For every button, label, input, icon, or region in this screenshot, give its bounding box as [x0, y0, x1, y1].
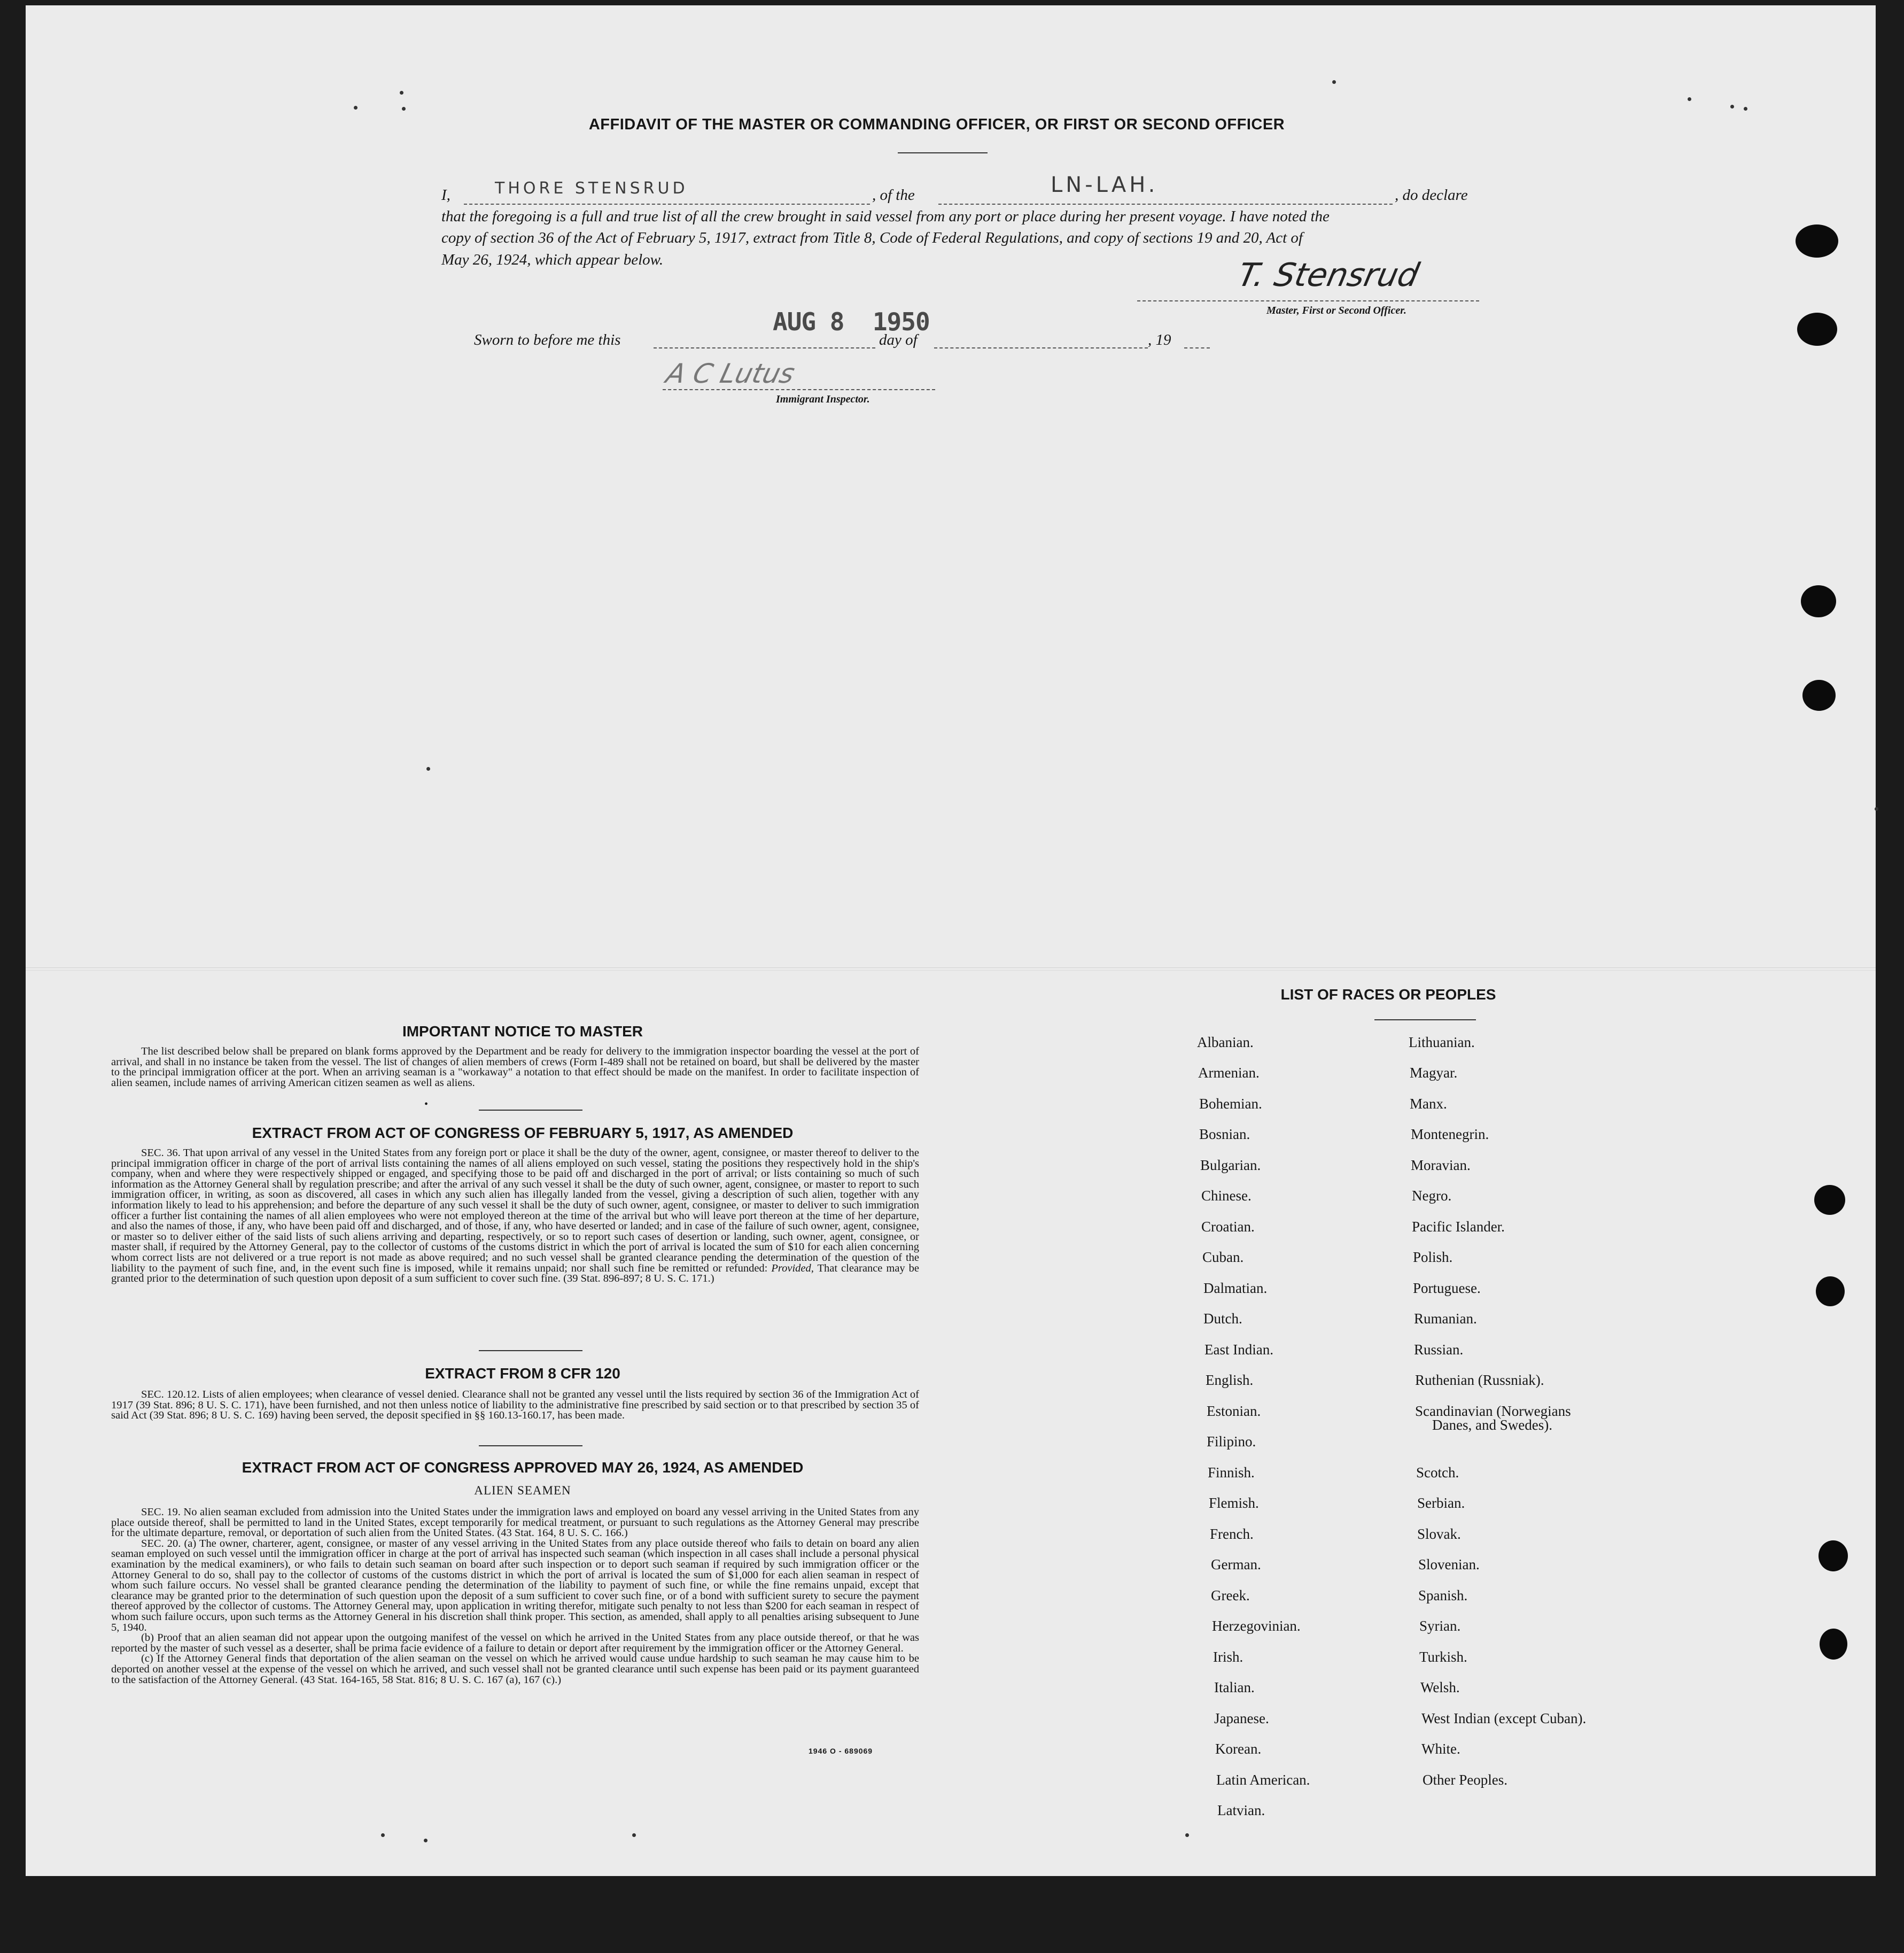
affidavit-line2: that the foregoing is a full and true list of all the crew brought in said vessel from any port or place during her present voyage. I have noted the — [441, 208, 1330, 225]
fold-line — [26, 970, 1876, 971]
race-entry: Dalmatian. — [1203, 1280, 1268, 1296]
race-entry: Slovenian. — [1418, 1556, 1480, 1572]
section-20c: (c) If the Attorney General finds that deportation of the alien seaman on the vessel on which he arrived would cause undue hardship to such seaman he may cause him to be deported on another vessel at the expense of the vessel on which he arrived, and such vessel shall not be granted clearance until such expense has been paid or its payment guaranteed to the satisfaction of the Attorney General. (43 Stat. 164-165, 58 Stat. 816; 8 U. S. C. 167 (a), 167 (c).) — [111, 1653, 919, 1686]
section-20b: (b) Proof that an alien seaman did not appear upon the outgoing manifest of the vessel on which he arrived in the United States from any place outside thereof, or that he was reported by the master of such vessel as a deserter, shall be prima facie evidence of a failure to detain or deport after requirement by the immigration officer or the Attorney General. — [111, 1632, 919, 1654]
race-entry: Latvian. — [1217, 1802, 1265, 1818]
race-entry: Herzegovinian. — [1212, 1618, 1301, 1634]
punch-hole — [1814, 1185, 1845, 1215]
master-signature: T. Stensrud — [1234, 257, 1423, 294]
extract-1917-title: EXTRACT FROM ACT OF CONGRESS OF FEBRUARY 5, 1917, AS AMENDED — [252, 1125, 794, 1141]
alien-seamen-subtitle: ALIEN SEAMEN — [474, 1484, 571, 1497]
race-entry: Filipino. — [1207, 1433, 1256, 1450]
print-code: 1946 O - 689069 — [809, 1747, 873, 1755]
race-entry: Serbian. — [1417, 1495, 1465, 1511]
provided-word: Provided, — [771, 1262, 814, 1274]
race-entry: Scotch. — [1416, 1464, 1459, 1481]
race-entry: Ruthenian (Russniak). — [1415, 1372, 1544, 1388]
day-of: day of — [879, 331, 918, 348]
race-entry: Finnish. — [1208, 1464, 1255, 1481]
extract-1924-title: EXTRACT FROM ACT OF CONGRESS APPROVED MAY 26, 1924, AS AMENDED — [242, 1459, 804, 1476]
race-entry: Rumanian. — [1414, 1311, 1477, 1327]
race-entry: Moravian. — [1411, 1157, 1471, 1173]
race-entry: Slovak. — [1417, 1526, 1461, 1542]
affidavit-line4: May 26, 1924, which appear below. — [441, 251, 664, 268]
race-entry: Scandinavian (Norwegians — [1415, 1403, 1571, 1419]
race-entry: Manx. — [1410, 1096, 1447, 1112]
race-entry: Pacific Islander. — [1412, 1219, 1505, 1235]
notice-title: IMPORTANT NOTICE TO MASTER — [402, 1023, 643, 1040]
race-entry: Chinese. — [1201, 1188, 1252, 1204]
race-entry: Korean. — [1215, 1741, 1262, 1757]
affidavit-i: I, — [441, 187, 450, 204]
race-entry: Dutch. — [1203, 1311, 1242, 1327]
race-entry: Montenegrin. — [1411, 1126, 1489, 1142]
race-entry: Turkish. — [1419, 1649, 1467, 1665]
race-entry: Bohemian. — [1199, 1096, 1262, 1112]
race-entry: Bosnian. — [1199, 1126, 1250, 1142]
race-entry: Spanish. — [1418, 1587, 1468, 1603]
race-entry: Danes, and Swedes). — [1432, 1417, 1552, 1433]
race-entry: Other Peoples. — [1423, 1772, 1507, 1788]
extract-cfr-text: SEC. 120.12. Lists of alien employees; when clearance of vessel denied. Clearance shall not be granted any vessel until the lists required by section 36 of the Immigration Act of 1917 (39 Stat. 896; 8 U. S. C. 171), have been furnished, and not then unless notice of liability to the administrative fine prescribed by said section or to that prescribed by section 35 of said Act (39 Stat. 896; 8 U. S. C. 169) having been served, the deposit specified in §§ 160.13-160.17, has been made. — [111, 1389, 919, 1422]
fold-line — [26, 967, 1876, 968]
affidavit-of-the: , of the — [872, 187, 915, 204]
punch-hole — [1802, 680, 1836, 711]
year-prefix: , 19 — [1148, 331, 1171, 348]
race-entry: Russian. — [1414, 1342, 1464, 1358]
date-stamp: AUG 8 1950 — [773, 307, 930, 336]
race-entry: Irish. — [1213, 1649, 1244, 1665]
section-19: SEC. 19. No alien seaman excluded from admission into the United States under the immigration laws and employed on board any vessel arriving in the United States from any place outside thereof, shall be permitted to land in the United States, except temporarily for medical treatment, or pursuant to such regulations as the Attorney General may prescribe for the ultimate departure, removal, or deportation of such alien from the United States. (43 Stat. 164, 8 U. S. C. 166.) — [111, 1506, 919, 1539]
race-entry: Armenian. — [1198, 1065, 1260, 1081]
race-entry: Latin American. — [1216, 1772, 1310, 1788]
extract-cfr-title: EXTRACT FROM 8 CFR 120 — [425, 1365, 620, 1382]
section-36-text: SEC. 36. That upon arrival of any vessel in the United States from any foreign port or place it shall be the duty of the owner, agent, consignee, or master thereof to deliver to the principal immigration officer in charge of the port of arrival lists containing the names of all aliens employed on such vessel, stating the positions they respectively hold in the ship's company, when and where they were respectively shipped or engaged, and specifying those to be paid off and discharged in the port of arrival; or lists containing so much of such information as the Attorney General shall by regulation prescribe; and after the arrival of any such vessel it shall be the duty of such owner, agent, consignee, or master to report to such immigration officer, in writing, as soon as discovered, all cases in which any such alien has illegally landed from the vessel, giving a description of such alien, together with any information likely to lead to his apprehension; and before the departure of any such vessel it shall be the duty of such owner, agent, consignee, or master to deliver to such immigration officer a further list containing the names of all alien employees who were not employed thereon at the time of the arrival but who will leave port thereon at the time of her departure, and also the names of those, if any, who have been paid off and discharged, and of those, if any, who have deserted or landed; and in case of the failure of such owner, agent, consignee, or master so to deliver either of the said lists of such aliens arriving and departing, respectively, or so to report such cases of desertion or landing, such owner, agent, consignee, or master shall, if required by the Attorney General, pay to the collector of customs of the customs district in which the port of arrival is located the sum of $10 for each alien concerning whom correct lists are not delivered or a true report is not made as above required; and no such vessel shall be granted clearance pending the determination of the question of the liability to the payment of such fine, and, in the event such fine is imposed, while it remains unpaid; nor shall such fine be remitted or refunded: — [111, 1147, 919, 1274]
race-entry: Cuban. — [1202, 1249, 1244, 1265]
race-entry: Welsh. — [1420, 1679, 1460, 1695]
race-entry: French. — [1210, 1526, 1254, 1542]
officer-name: THORE STENSRUD — [495, 179, 688, 198]
inspector-caption: Immigrant Inspector. — [776, 393, 870, 405]
races-title: LIST OF RACES OR PEOPLES — [1280, 986, 1496, 1003]
race-entry: Syrian. — [1419, 1618, 1461, 1634]
section-20a: SEC. 20. (a) The owner, charterer, agent, consignee, or master of any vessel arriving in the United States from any place outside thereof who fails to detain on board any alien seaman employed on such vessel until the immigration officer in charge at the port of arrival has inspected such seaman (which inspection in all cases shall include a personal physical examination by the medical examiners), or who fails to detain such seaman on board after such inspection or to deport such seaman if required by such immigration officer or the Attorney General to do so, shall pay to the collector of customs of the customs district in which the port of arrival is located the sum of $1,000 for each alien seaman in respect of whom such failure occurs. No vessel shall be granted clearance pending the determination of the liability to payment of such fine, or while the fine remains unpaid, except that clearance may be granted prior to the determination of such question upon the deposit of a sum sufficient to cover such fine, or of a bond with sufficient surety to secure the payment thereof approved by the collector of customs. The Attorney General may, upon application in writing therefor, mitigate such penalty to not less than $200 for each seaman in respect of whom such failure occurs, upon such terms as the Attorney General in his discretion shall think proper. This section, as amended, shall apply to all penalties arising subsequent to June 5, 1940. — [111, 1537, 919, 1633]
race-entry: East Indian. — [1204, 1342, 1273, 1358]
race-entry: Flemish. — [1209, 1495, 1259, 1511]
race-entry: Negro. — [1412, 1188, 1452, 1204]
race-entry: Portuguese. — [1413, 1280, 1481, 1296]
extract-1917-text — [111, 1148, 919, 1284]
document-page: AFFIDAVIT OF THE MASTER OR COMMANDING OFFICER, OR FIRST OR SECOND OFFICER I, THORE STENSRUD , of the LN-LAH. , do declare that the foregoing is a full and true list of all the crew brought in said vessel from any port or place during her present voyage. I have noted the copy of section 36 of the Act of February 5, 1917, extract from Title 8, Code of Federal Regulations, and copy of sections 19 and 20, Act of May 26, 1924, which appear below. T. Stensrud Master, First or Second Officer. Sworn to before me this AUG 8 1950 day of , 19 A C Lutus Immigrant Inspector. IMPORTANT NOTICE TO MASTER The list described below shall be prepared on blank forms approved by the Department and be ready for delivery to the immigration inspector boarding the vessel at the port of arrival, and shall in no instance be taken from the vessel. The list of changes of alien members of crews (Form I-489 shall not be retained on board, but shall be delivered by the master to the principal immigration officer at the port. When an arriving seaman is a "workaway" a notation to that effect should be made on the manifest. In order to facilitate inspection of alien seamen, include names of arriving American citizen seamen as well as aliens. • EXTRACT FROM ACT OF CONGRESS OF FEBRUARY 5, 1917, AS AMENDED SEC. 36. That upon arrival of any vessel in the United States from any foreign port or place it shall be the duty of the owner, agent, consignee, or master thereof to deliver to the principal immigration officer in charge of the port of arrival lists containing the names of all aliens employed on such vessel, stating the positions they respectively hold in the ship's company, when and where they were respectively shipped or engaged, and specifying those to be paid off and discharged in the port of arrival; or lists containing so much of such information as the Attorney General shall by regulation prescribe; and after the arrival of any such vessel it shall be the duty of such owner, agent, consignee, or master to report to such immigration officer, in writing, as soon as discovered, all cases in which any such alien has illegally landed from the vessel, giving a description of such alien, together with any information likely to lead to his apprehension; and before the departure of any such vessel it shall be the duty of such owner, agent, consignee, or master to deliver to such immigration officer a further list containing the names of all alien employees who were not employed thereon at the time of the arrival but who will leave port thereon at the time of her departure, and also the names of those, if any, who have been paid off and discharged, and of those, if any, who have deserted or landed; and in case of the failure of such owner, agent, consignee, or master so to deliver either of the said lists of such aliens arriving and departing, respectively, or so to report such cases of desertion or landing, such owner, agent, consignee, or master shall, if required by the Attorney General, pay to the collector of customs of the customs district in which the port of arrival is located the sum of $10 for each alien concerning whom correct lists are not delivered or a true report is not made as above required; and no such vessel shall be granted clearance pending the determination of the question of the liability to the payment of such fine, and, in the event such fine is imposed, while it remains unpaid; nor shall such fine be remitted or refunded: Provided, That clearance may be granted prior to the determination of such question upon deposit of a sum sufficient to cover such fine. (39 Stat. 896-897; 8 U. S. C. 171.) EXTRACT FROM 8 CFR 120 SEC. 120.12. Lists of alien employees; when clearance of vessel denied. Clearance shall not be granted any vessel until the lists required by section 36 of the Immigration Act of 1917 (39 Stat. 896; 8 U. S. C. 171), have been furnished, and not then unless notice of liability to the administrative fine prescribed by said section or to that prescribed by section 35 of said Act (39 Stat. 896; 8 U. S. C. 169) having been served, the deposit specified in §§ 160.13-160.17, has been made. EXTRACT FROM ACT OF CONGRESS APPROVED MAY 26, 1924, AS AMENDED ALIEN SEAMEN SEC. 19. No alien seaman excluded from admission into the United States under the immigration laws and employed on board any vessel arriving in the United States from any place outside thereof, shall be permitted to land in the United States, except temporarily for medical treatment, or pursuant to such regulations as the Attorney General may prescribe for the ultimate departure, removal, or deportation of such alien from the United States. (43 Stat. 164, 8 U. S. C. 166.) SEC. 20. (a) The owner, charterer, agent, consignee, or master of any vessel arriving in the United States from any place outside thereof who fails to detain on board any alien seaman employed on such vessel until the immigration officer in charge at the port of arrival has inspected such seaman (which inspection in all cases shall include a personal physical examination by the medical examiners), or who fails to detain such seaman on board after such inspection or to deport such seaman if required by such immigration officer or the Attorney General to do so, shall pay to the collector of customs of the customs district in which the port of arrival is located the sum of $1,000 for each alien seaman in respect of whom such failure occurs. No vessel shall be granted clearance pending the determination of the liability to payment of such fine, or while the fine remains unpaid, except that clearance may be granted prior to the determination of such question upon the deposit of a sum sufficient to cover such fine, or of a bond with sufficient surety to secure the payment thereof approved by the collector of customs. The Attorney General may, upon application in writing therefor, mitigate such penalty to not less than $200 for each seaman in respect of whom such failure occurs, upon such terms as the Attorney General in his discretion shall think proper. This section, as amended, shall apply to all penalties arising subsequent to June 5, 1940. (b) Proof that an alien seaman did not appear upon the outgoing manifest of the vessel on which he arrived in the United States from any place outside thereof, or that he was reported by the master of such vessel as a deserter, shall be prima facie evidence of a failure to detain or deport after requirement by the immigration officer or the Attorney General. (c) If the Attorney General finds that deportation of the alien seaman on the vessel on which he arrived would cause undue hardship to such seaman he may cause him to be deported on another vessel at the expense of the vessel on which he arrived, and such vessel shall not be granted clearance until such expense has been paid or its payment guaranteed to the satisfaction of the Attorney General. (43 Stat. 164-165, 58 Stat. 816; 8 U. S. C. 167 (a), 167 (c).) 1946 O - 689069 LIST OF RACES OR PEOPLES Albanian. Armenian. Bohemian. Bosnian. Bulgarian. Chinese. Croatian. Cuban. Dalmatian. Dutch. East Indian. English. Estonian. Filipino. Finnish. Flemish. French. German. Greek. Herzegovinian. Irish. Italian. Japanese. Korean. Latin American. Latvian. Lithuanian. Magyar. Manx. Montenegrin. Moravian. Negro. Pacific Islander. Polish. Portuguese. Rumanian. Russian. Ruthenian (Russniak). Scandinavian (Norwegians Danes, and Swedes). Scotch. Serbian. Slovak. Slovenian. Spanish. Syrian. Turkish. Welsh. West Indian (except Cuban). White. Other Peoples. — [26, 5, 1876, 1876]
race-entry: Greek. — [1211, 1587, 1250, 1603]
race-entry: German. — [1211, 1556, 1261, 1572]
section-rule — [479, 1445, 582, 1446]
punch-hole — [1797, 313, 1837, 346]
section-rule — [479, 1110, 582, 1111]
race-entry: Magyar. — [1410, 1065, 1458, 1081]
affidavit-line3: copy of section 36 of the Act of February 5, 1917, extract from Title 8, Code of Federal Regulations, and copy of sections 19 and 20, Act of — [441, 229, 1303, 246]
affidavit-title: AFFIDAVIT OF THE MASTER OR COMMANDING OFFICER, OR FIRST OR SECOND OFFICER — [588, 116, 1285, 133]
punch-hole — [1816, 1276, 1845, 1306]
signature-caption: Master, First or Second Officer. — [1266, 305, 1406, 316]
race-entry: Bulgarian. — [1200, 1157, 1261, 1173]
race-entry: Lithuanian. — [1409, 1034, 1475, 1050]
notice-text: The list described below shall be prepared on blank forms approved by the Department and be ready for delivery to the immigration inspector boarding the vessel at the port of arrival, and shall in no instance be taken from the vessel. The list of changes of alien members of crews (Form I-489 shall not be retained on board, but shall be delivered by the master to the principal immigration officer at the port. When an arriving seaman is a "workaway" a notation to that effect should be made on the manifest. In order to facilitate inspection of alien seamen, include names of arriving American citizen seamen as well as aliens. — [111, 1045, 919, 1089]
title-rule — [898, 152, 988, 153]
extract-1924-text — [111, 1507, 919, 1685]
races-rule — [1374, 1019, 1476, 1020]
race-entry: English. — [1206, 1372, 1254, 1388]
race-entry: West Indian (except Cuban). — [1421, 1710, 1587, 1726]
race-entry: Estonian. — [1207, 1403, 1261, 1419]
section-rule — [479, 1350, 582, 1351]
affidavit-declare: , do declare — [1395, 187, 1468, 204]
race-entry: Japanese. — [1214, 1710, 1269, 1726]
section-36-end: That clearance may be granted prior to the determination of such question upon deposit of a sum sufficient to cover such fine. (39 Stat. 896-897; 8 U. S. C. 171.) — [111, 1262, 919, 1285]
inspector-signature: A C Lutus — [663, 358, 798, 389]
race-entry: White. — [1421, 1741, 1460, 1757]
punch-hole — [1818, 1540, 1848, 1571]
race-entry: Polish. — [1413, 1249, 1453, 1265]
race-entry: Croatian. — [1201, 1219, 1255, 1235]
race-entry: Italian. — [1214, 1679, 1255, 1695]
vessel-name: LN-LAH. — [1051, 173, 1159, 197]
punch-hole — [1820, 1629, 1847, 1660]
race-entry: Albanian. — [1197, 1034, 1254, 1050]
punch-hole — [1796, 224, 1838, 258]
punch-hole — [1801, 585, 1836, 617]
sworn-text: Sworn to before me this — [474, 331, 621, 348]
